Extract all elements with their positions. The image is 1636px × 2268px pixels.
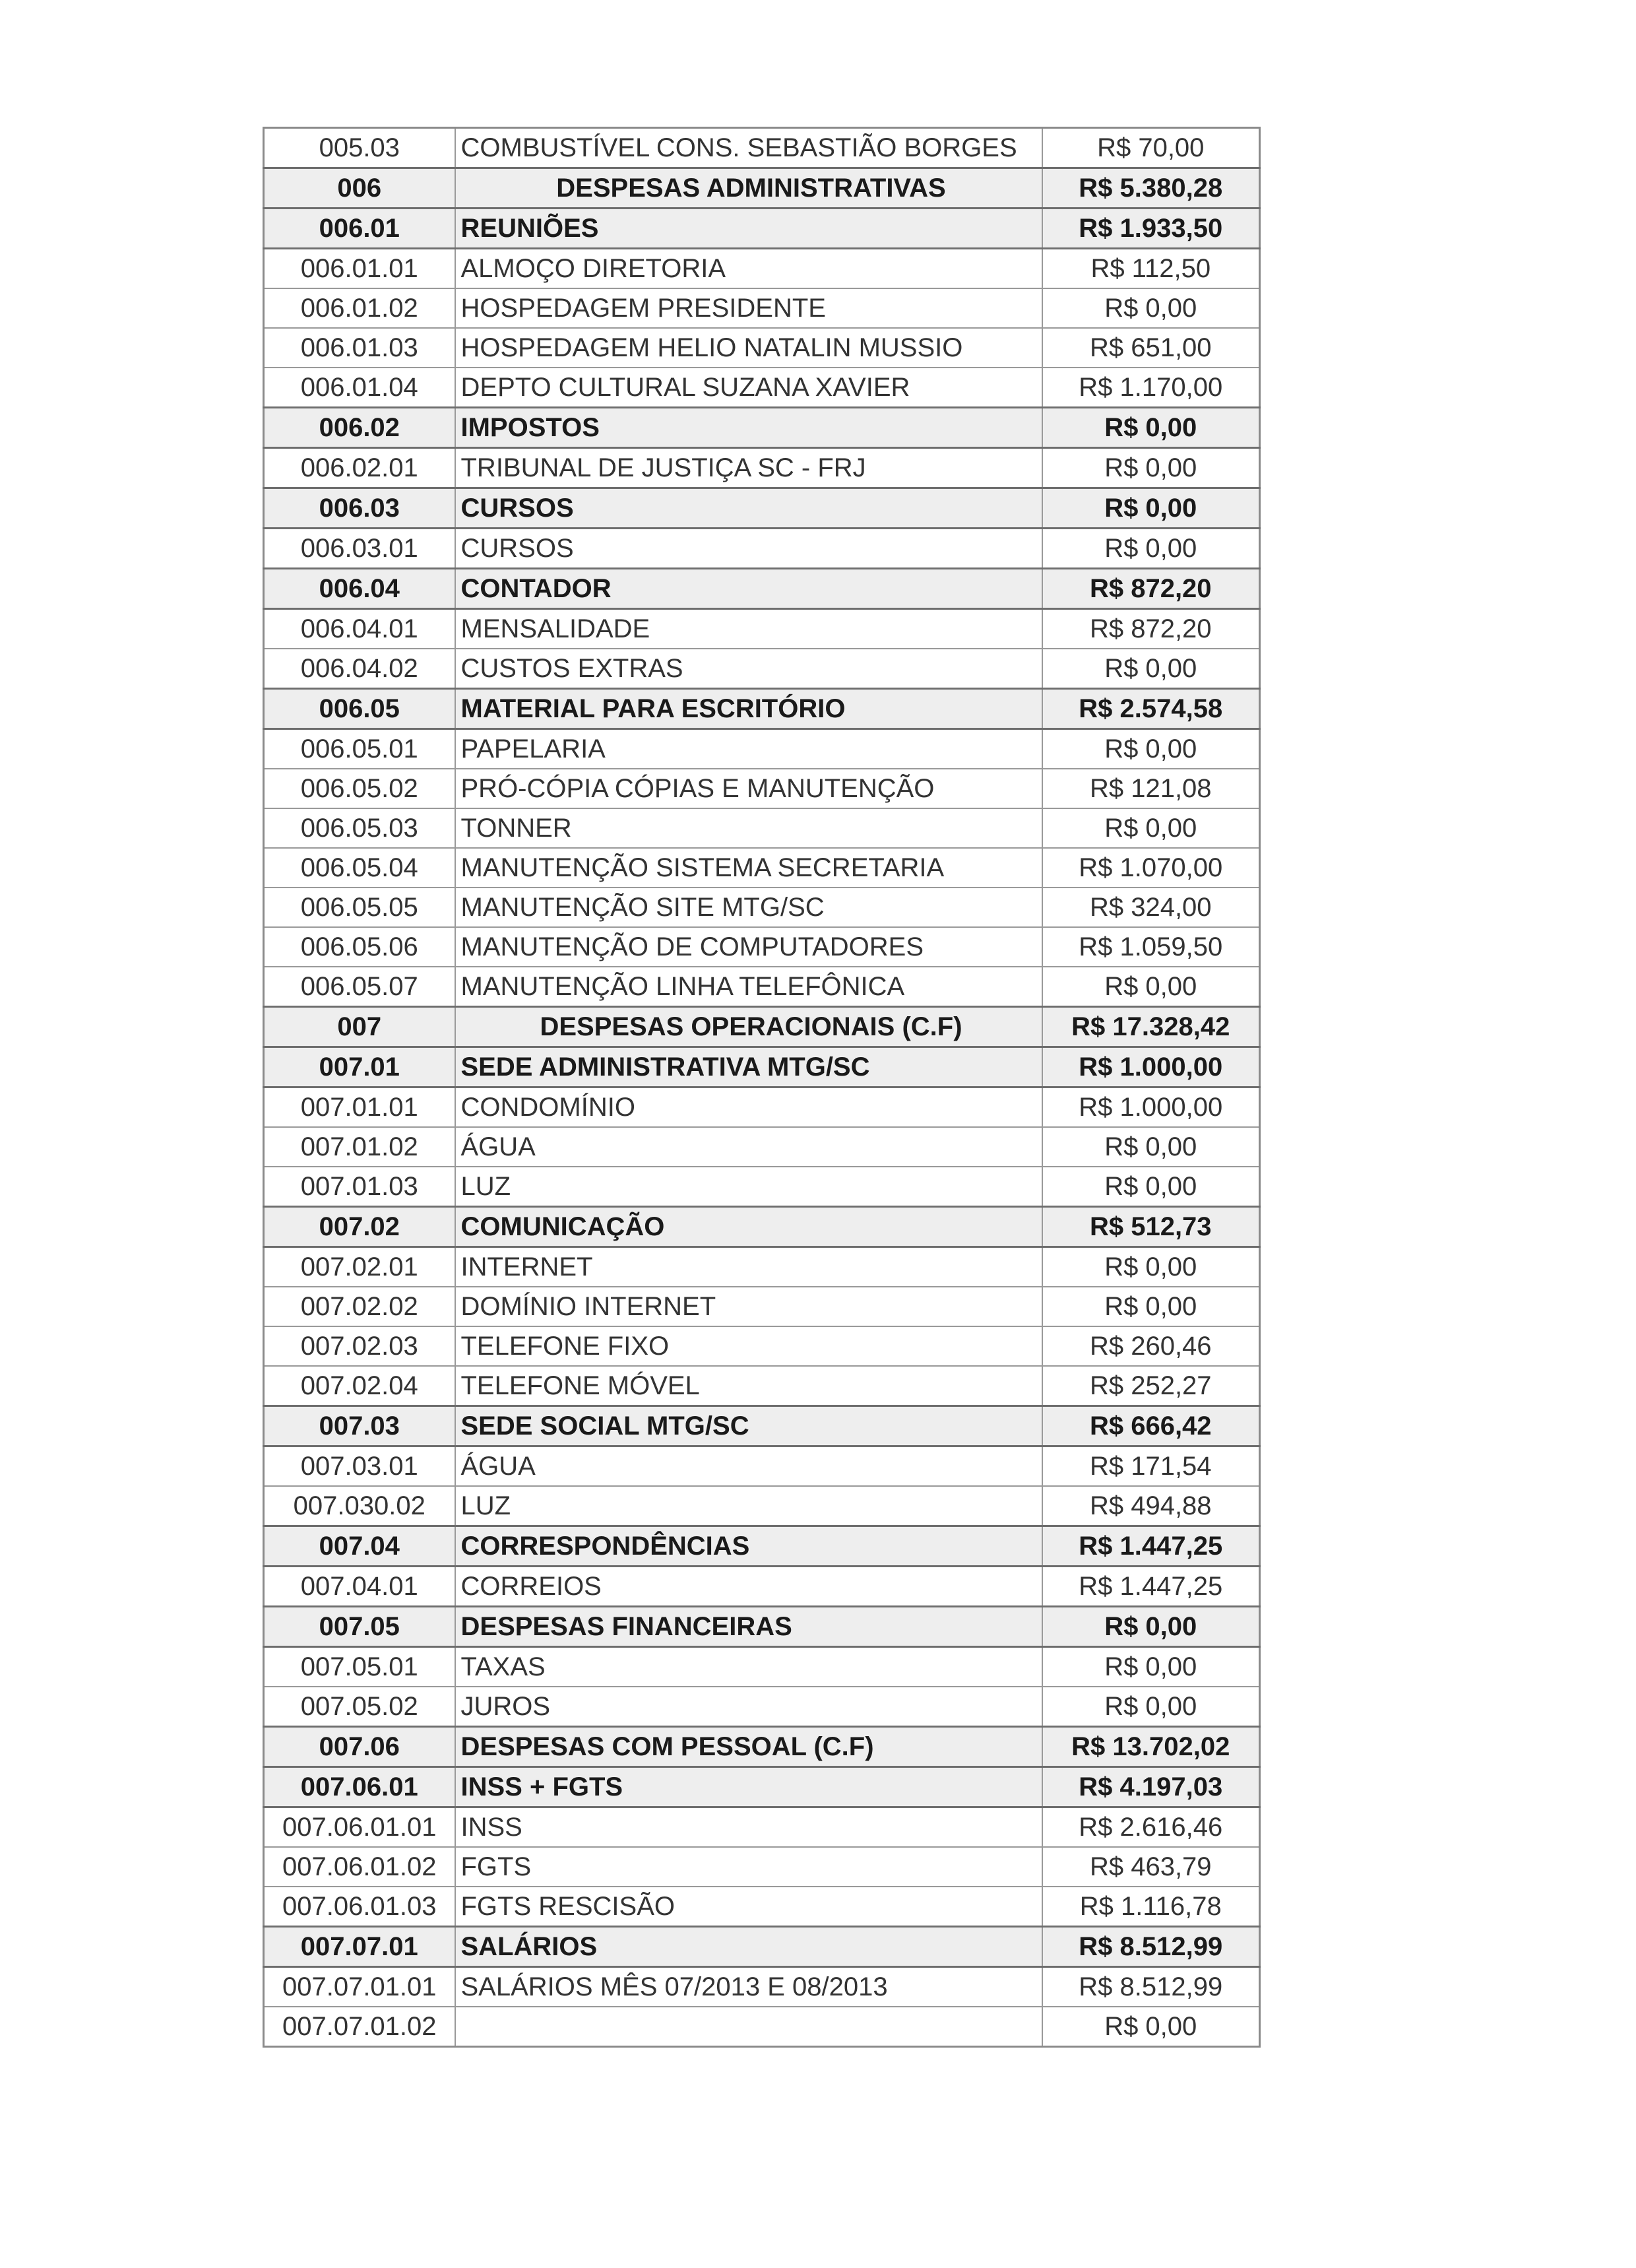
table-row (264, 609, 1260, 649)
amount-cell: R$ 0,00 (1042, 288, 1260, 328)
description-cell: MENSALIDADE (455, 609, 1042, 649)
table-row (264, 328, 1260, 368)
description-cell: SEDE ADMINISTRATIVA MTG/SC (455, 1047, 1042, 1087)
table-row (264, 1807, 1260, 1848)
group-row (264, 1047, 1260, 1087)
description-cell: SEDE SOCIAL MTG/SC (455, 1406, 1042, 1446)
description-cell: PRÓ-CÓPIA CÓPIAS E MANUTENÇÃO (455, 769, 1042, 808)
amount-cell: R$ 2.574,58 (1042, 689, 1260, 729)
amount-cell: R$ 171,54 (1042, 1446, 1260, 1487)
description-cell: FGTS (455, 1847, 1042, 1887)
description-cell: MANUTENÇÃO LINHA TELEFÔNICA (455, 967, 1042, 1007)
account-code-cell: 007.03.01 (264, 1446, 455, 1487)
amount-cell: R$ 0,00 (1042, 529, 1260, 569)
account-code-cell: 006.04.01 (264, 609, 455, 649)
description-cell: INSS (455, 1807, 1042, 1848)
account-code-cell: 007.06 (264, 1727, 455, 1767)
amount-cell: R$ 0,00 (1042, 1687, 1260, 1727)
table-row (264, 1247, 1260, 1287)
amount-cell: R$ 260,46 (1042, 1326, 1260, 1366)
amount-cell: R$ 0,00 (1042, 1607, 1260, 1647)
table-row (264, 1446, 1260, 1487)
description-cell: DESPESAS OPERACIONAIS (C.F) (455, 1007, 1042, 1047)
table-row (264, 1567, 1260, 1607)
amount-cell: R$ 494,88 (1042, 1486, 1260, 1526)
account-code-cell: 005.03 (264, 128, 455, 168)
account-code-cell: 006.05.07 (264, 967, 455, 1007)
account-code-cell: 007.05 (264, 1607, 455, 1647)
description-cell: ÁGUA (455, 1446, 1042, 1487)
amount-cell: R$ 1.447,25 (1042, 1567, 1260, 1607)
table-row (264, 1486, 1260, 1526)
description-cell: CURSOS (455, 529, 1042, 569)
table-row (264, 1326, 1260, 1366)
table-row (264, 1287, 1260, 1326)
account-code-cell: 007.02.02 (264, 1287, 455, 1326)
account-code-cell: 007.06.01 (264, 1767, 455, 1807)
description-cell: IMPOSTOS (455, 408, 1042, 448)
section-row (264, 1007, 1260, 1047)
description-cell: MANUTENÇÃO SISTEMA SECRETARIA (455, 848, 1042, 888)
account-code-cell: 007.02.04 (264, 1366, 455, 1406)
account-code-cell: 007.030.02 (264, 1486, 455, 1526)
amount-cell: R$ 1.059,50 (1042, 927, 1260, 967)
amount-cell: R$ 8.512,99 (1042, 1967, 1260, 2007)
table-row (264, 128, 1260, 168)
group-row (264, 209, 1260, 249)
account-code-cell: 007.04 (264, 1526, 455, 1567)
amount-cell: R$ 872,20 (1042, 569, 1260, 609)
description-cell: TAXAS (455, 1647, 1042, 1687)
amount-cell: R$ 0,00 (1042, 649, 1260, 689)
amount-cell: R$ 651,00 (1042, 328, 1260, 368)
description-cell: COMBUSTÍVEL CONS. SEBASTIÃO BORGES (455, 128, 1042, 168)
amount-cell: R$ 324,00 (1042, 888, 1260, 927)
table-row (264, 1967, 1260, 2007)
account-code-cell: 006.04 (264, 569, 455, 609)
amount-cell: R$ 463,79 (1042, 1847, 1260, 1887)
account-code-cell: 006.05.01 (264, 729, 455, 769)
amount-cell: R$ 5.380,28 (1042, 168, 1260, 209)
account-code-cell: 006.03 (264, 488, 455, 529)
amount-cell: R$ 1.000,00 (1042, 1047, 1260, 1087)
table-row (264, 967, 1260, 1007)
description-cell: TELEFONE MÓVEL (455, 1366, 1042, 1406)
amount-cell: R$ 0,00 (1042, 808, 1260, 848)
table-row (264, 649, 1260, 689)
account-code-cell: 006.02 (264, 408, 455, 448)
amount-cell: R$ 1.933,50 (1042, 209, 1260, 249)
table-row (264, 808, 1260, 848)
amount-cell: R$ 0,00 (1042, 1127, 1260, 1167)
group-row (264, 1607, 1260, 1647)
table-row (264, 1887, 1260, 1927)
amount-cell: R$ 1.170,00 (1042, 368, 1260, 408)
table-row (264, 848, 1260, 888)
description-cell: CUSTOS EXTRAS (455, 649, 1042, 689)
account-code-cell: 007.01.03 (264, 1167, 455, 1207)
amount-cell: R$ 872,20 (1042, 609, 1260, 649)
amount-cell: R$ 0,00 (1042, 2007, 1260, 2047)
amount-cell: R$ 0,00 (1042, 1647, 1260, 1687)
description-cell: ALMOÇO DIRETORIA (455, 249, 1042, 289)
account-code-cell: 007.06.01.01 (264, 1807, 455, 1848)
description-cell: COMUNICAÇÃO (455, 1207, 1042, 1247)
table-row (264, 769, 1260, 808)
table-row (264, 249, 1260, 289)
account-code-cell: 007.05.01 (264, 1647, 455, 1687)
description-cell: JUROS (455, 1687, 1042, 1727)
group-row (264, 1927, 1260, 1967)
description-cell: SALÁRIOS MÊS 07/2013 E 08/2013 (455, 1967, 1042, 2007)
account-code-cell: 006.02.01 (264, 448, 455, 488)
description-cell: DOMÍNIO INTERNET (455, 1287, 1042, 1326)
table-row (264, 927, 1260, 967)
amount-cell: R$ 0,00 (1042, 1247, 1260, 1287)
amount-cell: R$ 666,42 (1042, 1406, 1260, 1446)
account-code-cell: 007.01 (264, 1047, 455, 1087)
table-row (264, 1127, 1260, 1167)
amount-cell: R$ 0,00 (1042, 1167, 1260, 1207)
description-cell: CURSOS (455, 488, 1042, 529)
table-row (264, 1647, 1260, 1687)
account-code-cell: 006.05.04 (264, 848, 455, 888)
description-cell: CONDOMÍNIO (455, 1087, 1042, 1128)
description-cell: CORRESPONDÊNCIAS (455, 1526, 1042, 1567)
description-cell: LUZ (455, 1167, 1042, 1207)
description-cell: HOSPEDAGEM HELIO NATALIN MUSSIO (455, 328, 1042, 368)
group-row (264, 408, 1260, 448)
account-code-cell: 007.04.01 (264, 1567, 455, 1607)
amount-cell: R$ 0,00 (1042, 967, 1260, 1007)
table-row (264, 288, 1260, 328)
group-row (264, 569, 1260, 609)
description-cell: FGTS RESCISÃO (455, 1887, 1042, 1927)
description-cell: INSS + FGTS (455, 1767, 1042, 1807)
amount-cell: R$ 121,08 (1042, 769, 1260, 808)
account-code-cell: 006.01.02 (264, 288, 455, 328)
account-code-cell: 006.01.04 (264, 368, 455, 408)
group-row (264, 1526, 1260, 1567)
account-code-cell: 007.07.01.02 (264, 2007, 455, 2047)
amount-cell: R$ 4.197,03 (1042, 1767, 1260, 1807)
group-row (264, 689, 1260, 729)
amount-cell: R$ 1.116,78 (1042, 1887, 1260, 1927)
account-code-cell: 007.05.02 (264, 1687, 455, 1727)
amount-cell: R$ 2.616,46 (1042, 1807, 1260, 1848)
account-code-cell: 007.06.01.02 (264, 1847, 455, 1887)
description-cell: ÁGUA (455, 1127, 1042, 1167)
amount-cell: R$ 512,73 (1042, 1207, 1260, 1247)
account-code-cell: 006.05.06 (264, 927, 455, 967)
account-code-cell: 006.05.03 (264, 808, 455, 848)
description-cell: INTERNET (455, 1247, 1042, 1287)
account-code-cell: 007.06.01.03 (264, 1887, 455, 1927)
account-code-cell: 007.02 (264, 1207, 455, 1247)
amount-cell: R$ 13.702,02 (1042, 1727, 1260, 1767)
amount-cell: R$ 0,00 (1042, 729, 1260, 769)
table-row (264, 529, 1260, 569)
amount-cell: R$ 70,00 (1042, 128, 1260, 168)
description-cell: TELEFONE FIXO (455, 1326, 1042, 1366)
description-cell: CORREIOS (455, 1567, 1042, 1607)
account-code-cell: 007.02.01 (264, 1247, 455, 1287)
account-code-cell: 006.01.01 (264, 249, 455, 289)
group-row (264, 1727, 1260, 1767)
description-cell: REUNIÕES (455, 209, 1042, 249)
account-code-cell: 006.05.02 (264, 769, 455, 808)
table-row (264, 729, 1260, 769)
table-row (264, 1847, 1260, 1887)
account-code-cell: 007.07.01 (264, 1927, 455, 1967)
account-code-cell: 007.03 (264, 1406, 455, 1446)
account-code-cell: 007 (264, 1007, 455, 1047)
group-row (264, 1207, 1260, 1247)
amount-cell: R$ 17.328,42 (1042, 1007, 1260, 1047)
expense-table-body (264, 128, 1260, 2047)
description-cell: MANUTENÇÃO DE COMPUTADORES (455, 927, 1042, 967)
description-cell: SALÁRIOS (455, 1927, 1042, 1967)
description-cell: PAPELARIA (455, 729, 1042, 769)
account-code-cell: 007.02.03 (264, 1326, 455, 1366)
amount-cell: R$ 112,50 (1042, 249, 1260, 289)
amount-cell: R$ 8.512,99 (1042, 1927, 1260, 1967)
description-cell: TRIBUNAL DE JUSTIÇA SC - FRJ (455, 448, 1042, 488)
amount-cell: R$ 0,00 (1042, 448, 1260, 488)
description-cell: DESPESAS FINANCEIRAS (455, 1607, 1042, 1647)
description-cell: HOSPEDAGEM PRESIDENTE (455, 288, 1042, 328)
amount-cell: R$ 1.000,00 (1042, 1087, 1260, 1128)
table-row (264, 888, 1260, 927)
amount-cell: R$ 0,00 (1042, 1287, 1260, 1326)
amount-cell: R$ 252,27 (1042, 1366, 1260, 1406)
amount-cell: R$ 0,00 (1042, 488, 1260, 529)
description-cell: TONNER (455, 808, 1042, 848)
amount-cell: R$ 1.070,00 (1042, 848, 1260, 888)
table-row (264, 2007, 1260, 2047)
description-cell (455, 2007, 1042, 2047)
description-cell: MANUTENÇÃO SITE MTG/SC (455, 888, 1042, 927)
account-code-cell: 006.04.02 (264, 649, 455, 689)
account-code-cell: 006.05.05 (264, 888, 455, 927)
description-cell: DEPTO CULTURAL SUZANA XAVIER (455, 368, 1042, 408)
group-row (264, 488, 1260, 529)
account-code-cell: 007.01.02 (264, 1127, 455, 1167)
description-cell: CONTADOR (455, 569, 1042, 609)
table-row (264, 1687, 1260, 1727)
account-code-cell: 006.01.03 (264, 328, 455, 368)
section-row (264, 168, 1260, 209)
account-code-cell: 006.01 (264, 209, 455, 249)
table-row (264, 448, 1260, 488)
table-row (264, 1087, 1260, 1128)
table-row (264, 368, 1260, 408)
description-cell: MATERIAL PARA ESCRITÓRIO (455, 689, 1042, 729)
description-cell: LUZ (455, 1486, 1042, 1526)
expense-table (263, 127, 1261, 2048)
description-cell: DESPESAS COM PESSOAL (C.F) (455, 1727, 1042, 1767)
group-row (264, 1767, 1260, 1807)
description-cell: DESPESAS ADMINISTRATIVAS (455, 168, 1042, 209)
account-code-cell: 006.05 (264, 689, 455, 729)
group-row (264, 1406, 1260, 1446)
account-code-cell: 007.01.01 (264, 1087, 455, 1128)
table-row (264, 1366, 1260, 1406)
amount-cell: R$ 0,00 (1042, 408, 1260, 448)
table-row (264, 1167, 1260, 1207)
amount-cell: R$ 1.447,25 (1042, 1526, 1260, 1567)
account-code-cell: 006 (264, 168, 455, 209)
account-code-cell: 007.07.01.01 (264, 1967, 455, 2007)
account-code-cell: 006.03.01 (264, 529, 455, 569)
